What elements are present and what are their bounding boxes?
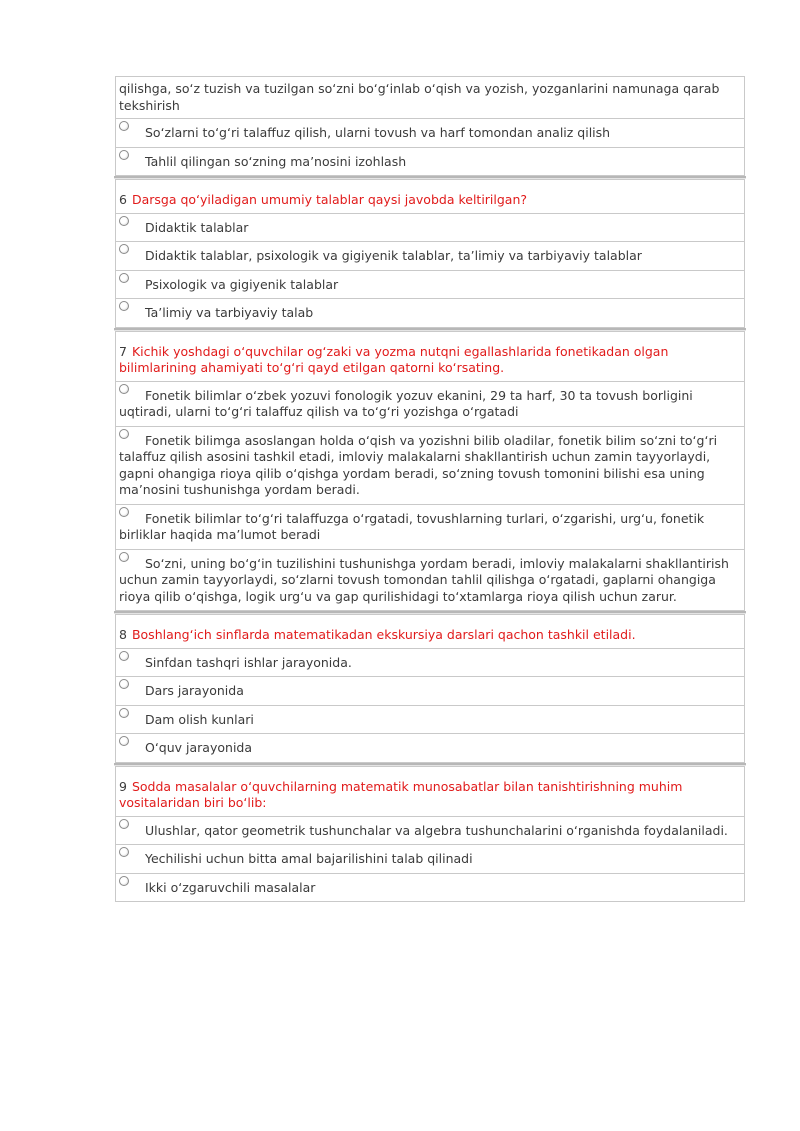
radio-button[interactable] <box>119 384 129 394</box>
option-label: Psixologik va gigiyenik talablar <box>145 276 339 292</box>
option-row[interactable] <box>115 426 745 504</box>
radio-button[interactable] <box>119 121 129 131</box>
option-label: Dars jarayonida <box>145 683 244 698</box>
intro-group <box>115 76 745 176</box>
option-label: Ta’limiy va tarbiyaviy talab <box>145 305 314 320</box>
question-label: Boshlang‘ich sinflarda matematikadan ekskursiya darslari qachon tashkil etiladi. <box>131 627 636 642</box>
question-number: 7 <box>119 343 127 359</box>
option-label: Ulushlar, qator geometrik tushunchalar va algebra tushunchalarini o‘rganishda foydalaniladi. <box>145 822 728 838</box>
radio-button[interactable] <box>119 216 129 226</box>
question-label: Darsga qo‘yiladigan umumiy talablar qaysi javobda keltirilgan? <box>131 192 528 207</box>
radio-button[interactable] <box>119 679 129 689</box>
question-number: 6 <box>119 192 127 207</box>
question-8 <box>115 614 745 763</box>
option-row[interactable] <box>115 816 745 845</box>
option-label: Fonetik bilimlar to‘g‘ri talaffuzga o‘rgatadi, tovushlarning turlari, o‘zgarishi, urg‘u, fonetik birliklar haqida ma’lumot beradi <box>119 510 705 542</box>
option-row[interactable] <box>115 213 745 242</box>
option-label: Yechilishi uchun bitta amal bajarilishini talab qilinadi <box>145 851 473 866</box>
question-label: Kichik yoshdagi o‘quvchilar og‘zaki va yozma nutqni egallashlarida fonetikadan olgan bilimlarining ahamiyati to‘g‘ri qayd etilgan qatorni ko‘rsating. <box>119 343 669 375</box>
radio-button[interactable] <box>119 552 129 562</box>
radio-button[interactable] <box>119 244 129 254</box>
option-row[interactable] <box>115 241 745 270</box>
option-row[interactable] <box>115 549 745 612</box>
option-row[interactable] <box>115 733 745 763</box>
question-text <box>115 614 745 648</box>
option-row[interactable] <box>115 648 745 677</box>
radio-button[interactable] <box>119 819 129 829</box>
option-row[interactable] <box>115 873 745 903</box>
radio-button[interactable] <box>119 736 129 746</box>
radio-button[interactable] <box>119 507 129 517</box>
radio-button[interactable] <box>119 708 129 718</box>
intro-text: qilishga, so‘z tuzish va tuzilgan so‘zni bo‘g‘inlab o‘qish va yozish, yozganlarini namunaga qarab tekshirish <box>115 76 745 118</box>
option-row[interactable] <box>115 705 745 734</box>
quiz-page <box>115 76 745 902</box>
question-text <box>115 766 745 816</box>
question-text <box>115 179 745 213</box>
option-row[interactable] <box>115 504 745 549</box>
radio-button[interactable] <box>119 150 129 160</box>
option-row[interactable] <box>115 270 745 299</box>
option-row[interactable] <box>115 147 745 177</box>
question-7 <box>115 331 745 612</box>
option-row[interactable] <box>115 298 745 328</box>
radio-button[interactable] <box>119 429 129 439</box>
option-label: O‘quv jarayonida <box>145 740 253 755</box>
radio-button[interactable] <box>119 273 129 283</box>
question-number: 9 <box>119 778 127 794</box>
option-label: Fonetik bilimlar o‘zbek yozuvi fonologik yozuv ekanini, 29 ta harf, 30 ta tovush borligini uqtiradi, ularni to‘g‘ri talaffuz qilish va to‘g‘ri yozishga o‘rgatadi <box>119 387 693 419</box>
radio-button[interactable] <box>119 847 129 857</box>
question-number: 8 <box>119 627 127 642</box>
radio-button[interactable] <box>119 301 129 311</box>
option-row[interactable] <box>115 844 745 873</box>
option-label: Ikki o‘zgaruvchili masalalar <box>145 879 316 895</box>
option-row[interactable] <box>115 676 745 705</box>
option-label: Tahlil qilingan so‘zning ma’nosini izohlash <box>145 153 407 169</box>
question-label: Sodda masalalar o‘quvchilarning matematik munosabatlar bilan tanishtirishning muhim vositalaridan biri bo‘lib: <box>119 778 683 810</box>
option-label: Didaktik talablar <box>145 219 249 235</box>
option-label: Dam olish kunlari <box>145 711 254 727</box>
option-row[interactable] <box>115 381 745 426</box>
question-6 <box>115 179 745 328</box>
option-label: So‘zni, uning bo‘g‘in tuzilishini tushunishga yordam beradi, imloviy malakalarni shakllantirish uchun zamin tayyorlaydi, so‘zlarni tovush tomondan tahlil qilishga o‘rgatadi, gaplarni ohangiga rioya qilib o‘qishga, logik urg‘u va gap qurilishidagi to‘xtamlarga rioya qilish uchun zarur. <box>119 555 729 604</box>
radio-button[interactable] <box>119 651 129 661</box>
radio-button[interactable] <box>119 876 129 886</box>
option-row[interactable] <box>115 118 745 147</box>
question-text <box>115 331 745 381</box>
option-label: Sinfdan tashqri ishlar jarayonida. <box>145 654 352 670</box>
option-label: Fonetik bilimga asoslangan holda o‘qish va yozishni bilib oladilar, fonetik bilim so‘zni to‘g‘ri talaffuz qilish asosini tashkil etadi, imloviy malakalarni shakllantirish uchun zamin tayyorlaydi, gapni ohangiga rioya qilib o‘qishga yordam beradi, so‘zning tovush tomonini bilishi esa uning ma’nosini tushunishga yordam beradi. <box>119 432 718 497</box>
option-label: So‘zlarni to‘g‘ri talaffuz qilish, ularni tovush va harf tomondan analiz qilish <box>145 125 611 140</box>
question-9 <box>115 766 745 903</box>
option-label: Didaktik talablar, psixologik va gigiyenik talablar, ta’limiy va tarbiyaviy talablar <box>145 248 642 263</box>
